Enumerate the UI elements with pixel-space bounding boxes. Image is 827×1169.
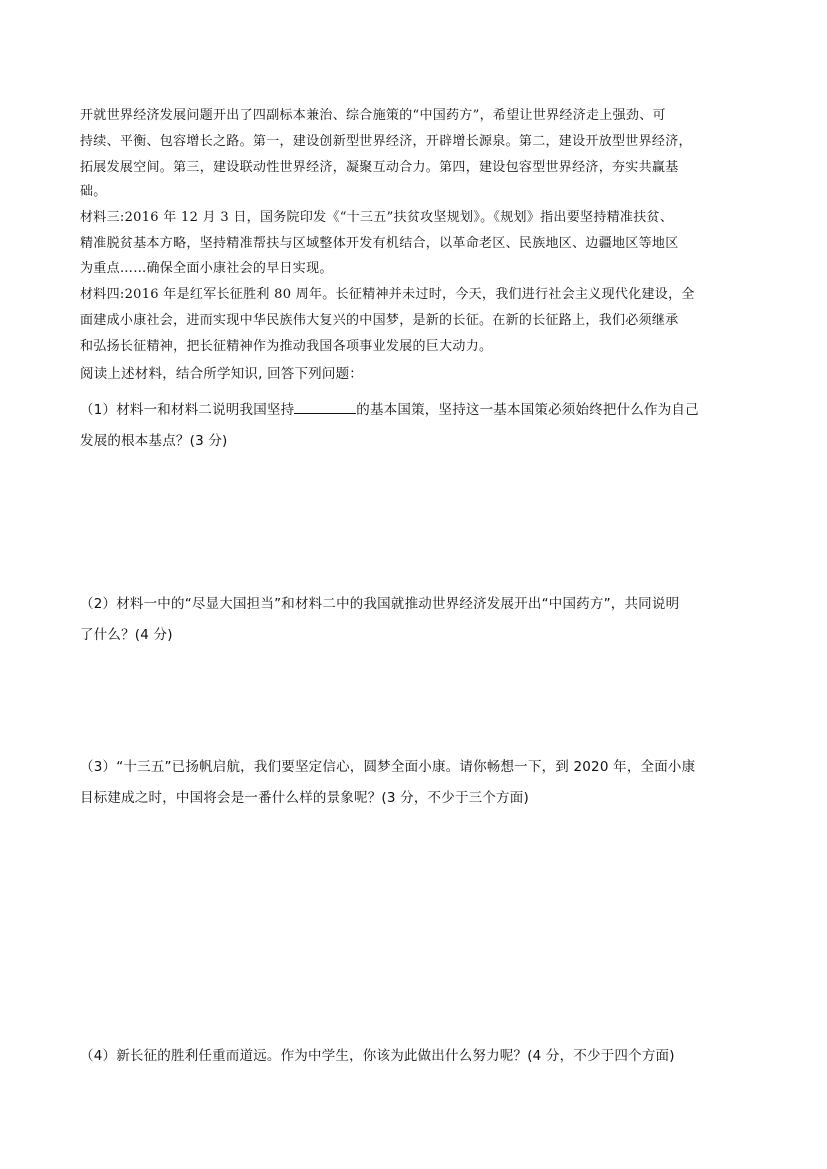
question-2-line-2: 了什么？(4 分) [80, 627, 173, 643]
question-1-line-2: 发展的根本基点？(3 分) [80, 433, 228, 449]
question-1-prefix: （1）材料一和材料二说明我国坚持 [80, 402, 295, 418]
question-1-line-1 [80, 398, 699, 418]
material2-line-1: 开就世界经济发展问题开出了四副标本兼治、综合施策的“中国药方”，希望让世界经济走上强劲、可 [80, 108, 666, 123]
material3-line-2: 精准脱贫基本方略，坚持精准帮扶与区域整体开发有机结合，以革命老区、民族地区、边疆地区等地区 [80, 236, 679, 251]
material2-line-4: 础。 [80, 184, 107, 199]
question-1-blank[interactable] [294, 401, 356, 414]
material4-line-3: 和弘扬长征精神，把长征精神作为推动我国各项事业发展的巨大动力。 [80, 339, 493, 354]
material2-line-3: 拓展发展空间。第三，建设联动性世界经济，凝聚互动合力。第四，建设包容型世界经济，夯实共赢基 [80, 160, 679, 175]
material4-line-2: 面建成小康社会，进而实现中华民族伟大复兴的中国梦，是新的长征。在新的长征路上，我们必须继承 [80, 313, 679, 328]
material4-line-1: 材料四:2016 年是红军长征胜利 80 周年。长征精神并未过时，今天，我们进行社会主义现代化建设，全 [80, 287, 695, 302]
question-3-line-2: 目标建成之时，中国将会是一番什么样的景象呢？(3 分，不少于三个方面) [80, 790, 529, 806]
question-3-line-1: （3）“十三五”已扬帆启航，我们要坚定信心，圆梦全面小康。请你畅想一下，到 2020 年，全面小康 [80, 759, 696, 775]
question-4-line-1: （4）新长征的胜利任重而道远。作为中学生，你该为此做出什么努力呢？(4 分，不少于四个方面) [80, 1048, 675, 1064]
question-4-answer-area[interactable] [80, 1070, 750, 1160]
instruction-text: 阅读上述材料，结合所学知识, 回答下列问题： [80, 366, 363, 382]
question-2-line-1: （2）材料一中的“尽显大国担当”和材料二中的我国就推动世界经济发展开出“中国药方”，共同说明 [80, 596, 680, 612]
question-1-suffix: 的基本国策，坚持这一基本国策必须始终把什么作为自己 [356, 402, 699, 418]
material3-line-1: 材料三:2016 年 12 月 3 日，国务院印发《“十三五”扶贫攻坚规划》。《规划》指出要坚持精准扶贫、 [80, 210, 674, 225]
material3-line-3: 为重点……确保全面小康社会的早日实现。 [80, 261, 333, 276]
question-1-answer-area[interactable] [80, 455, 750, 585]
question-2-answer-area[interactable] [80, 650, 750, 750]
material2-line-2: 持续、平衡、包容增长之路。第一，建设创新型世界经济，开辟增长源泉。第二，建设开放型世界经济， [80, 134, 692, 149]
question-3-answer-area[interactable] [80, 812, 750, 1037]
